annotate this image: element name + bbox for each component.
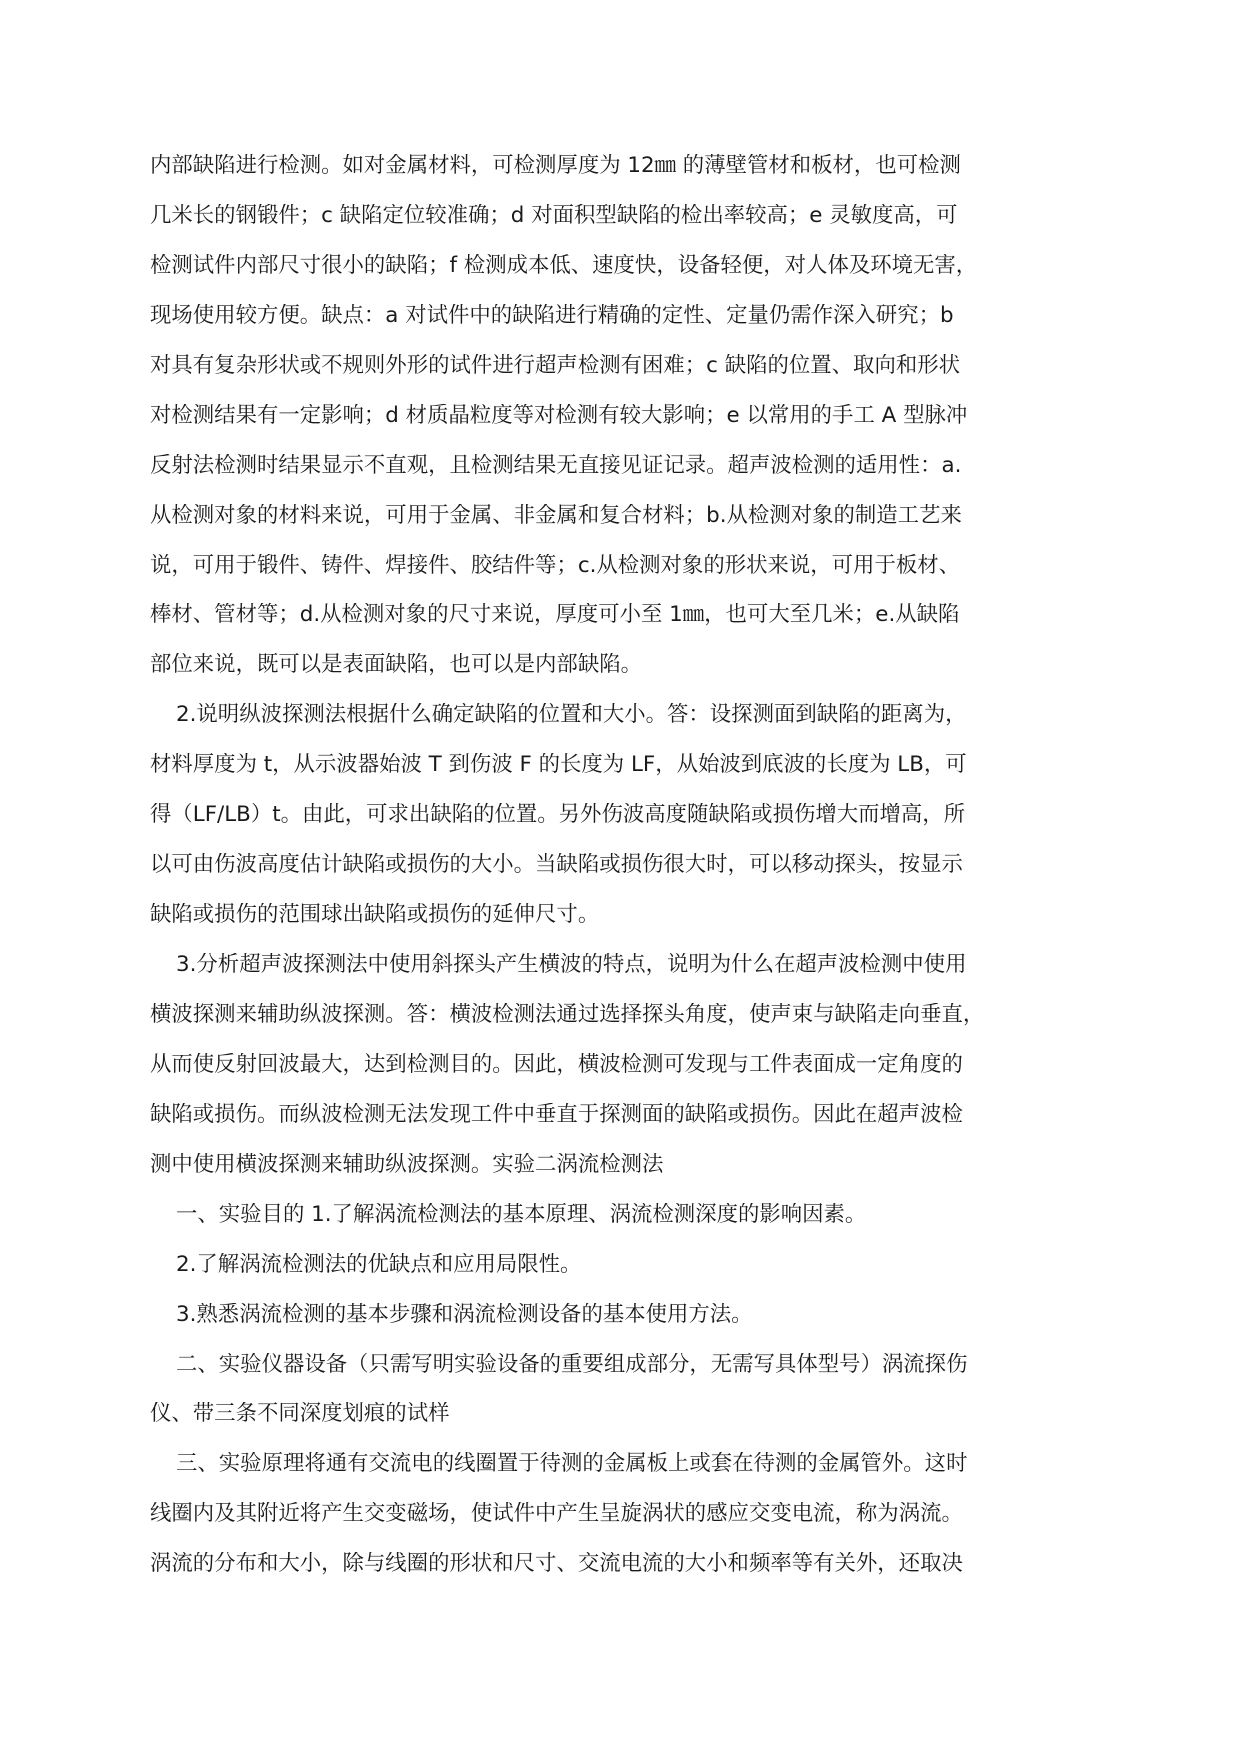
text-line: 材料厚度为 t，从示波器始波 T 到伤波 F 的长度为 LF，从始波到底波的长度为 LB，可 — [150, 753, 967, 778]
text-line: 几米长的钢锻件；c 缺陷定位较准确；d 对面积型缺陷的检出率较高；e 灵敏度高，可 — [150, 203, 958, 228]
text-line: 二、实验仪器设备（只需写明实验设备的重要组成部分，无需写具体型号）涡流探伤 — [176, 1352, 968, 1377]
text-line: 3.分析超声波探测法中使用斜探头产生横波的特点，说明为什么在超声波检测中使用 — [176, 953, 967, 977]
text-line: 棒材、管材等；d.从检测对象的尺寸来说，厚度可小至 1㎜，也可大至几米；e.从缺陷 — [150, 603, 960, 628]
text-line: 一、实验目的 1.了解涡流检测法的基本原理、涡流检测深度的影响因素。 — [176, 1202, 867, 1227]
paragraph-ultrasonic-pros-cons — [150, 154, 1110, 703]
paragraph-purpose-item-3 — [150, 1303, 1110, 1353]
text-line: 3.熟悉涡流检测的基本步骤和涡流检测设备的基本使用方法。 — [176, 1302, 753, 1327]
text-line: 从检测对象的材料来说，可用于金属、非金属和复合材料；b.从检测对象的制造工艺来 — [150, 503, 962, 528]
text-line: 线圈内及其附近将产生交变磁场，使试件中产生呈旋涡状的感应交变电流，称为涡流。 — [150, 1502, 963, 1527]
text-line: 现场使用较方便。缺点：a 对试件中的缺陷进行精确的定性、定量仍需作深入研究；b — [150, 303, 954, 328]
document-page — [150, 154, 1110, 1602]
paragraph-principle — [150, 1452, 1110, 1602]
text-line: 得（LF/LB）t。由此，可求出缺陷的位置。另外伤波高度随缺陷或损伤增大而增高，所 — [150, 803, 966, 828]
text-line: 横波探测来辅助纵波探测。答：横波检测法通过选择探头角度，使声束与缺陷走向垂直， — [150, 1002, 985, 1027]
text-line: 涡流的分布和大小，除与线圈的形状和尺寸、交流电流的大小和频率等有关外，还取决 — [150, 1552, 963, 1577]
paragraph-equipment — [150, 1353, 1110, 1453]
text-line: 对检测结果有一定影响；d 材质晶粒度等对检测有较大影响；e 以常用的手工 A 型脉冲 — [150, 403, 968, 428]
text-line: 测中使用横波探测来辅助纵波探测。实验二涡流检测法 — [150, 1152, 664, 1177]
text-line: 三、实验原理将通有交流电的线圈置于待测的金属板上或套在待测的金属管外。这时 — [176, 1452, 968, 1477]
text-line: 反射法检测时结果显示不直观，且检测结果无直接见证记录。超声波检测的适用性：a. — [150, 453, 962, 478]
paragraph-question-2 — [150, 703, 1110, 953]
text-line: 2.了解涡流检测法的优缺点和应用局限性。 — [176, 1252, 582, 1277]
text-line: 部位来说，既可以是表面缺陷，也可以是内部缺陷。 — [150, 653, 642, 678]
text-line: 仪、带三条不同深度划痕的试样 — [150, 1402, 450, 1427]
text-line: 缺陷或损伤的范围球出缺陷或损伤的延伸尺寸。 — [150, 903, 600, 928]
text-line: 对具有复杂形状或不规则外形的试件进行超声检测有困难；c 缺陷的位置、取向和形状 — [150, 353, 961, 378]
paragraph-purpose-item-2 — [150, 1253, 1110, 1303]
paragraph-experiment-purpose — [150, 1203, 1110, 1253]
text-line: 2.说明纵波探测法根据什么确定缺陷的位置和大小。答：设探测面到缺陷的距离为， — [176, 703, 967, 728]
text-line: 说，可用于锻件、铸件、焊接件、胶结件等；c.从检测对象的形状来说，可用于板材、 — [150, 553, 961, 578]
text-line: 缺陷或损伤。而纵波检测无法发现工件中垂直于探测面的缺陷或损伤。因此在超声波检 — [150, 1102, 963, 1127]
text-line: 从而使反射回波最大，达到检测目的。因此，横波检测可发现与工件表面成一定角度的 — [150, 1052, 963, 1077]
paragraph-question-3 — [150, 953, 1110, 1203]
text-line: 内部缺陷进行检测。如对金属材料，可检测厚度为 12㎜ 的薄壁管材和板材，也可检测 — [150, 154, 961, 178]
text-line: 以可由伤波高度估计缺陷或损伤的大小。当缺陷或损伤很大时，可以移动探头，按显示 — [150, 853, 963, 878]
text-line: 检测试件内部尺寸很小的缺陷；f 检测成本低、速度快，设备轻便，对人体及环境无害， — [150, 253, 978, 278]
